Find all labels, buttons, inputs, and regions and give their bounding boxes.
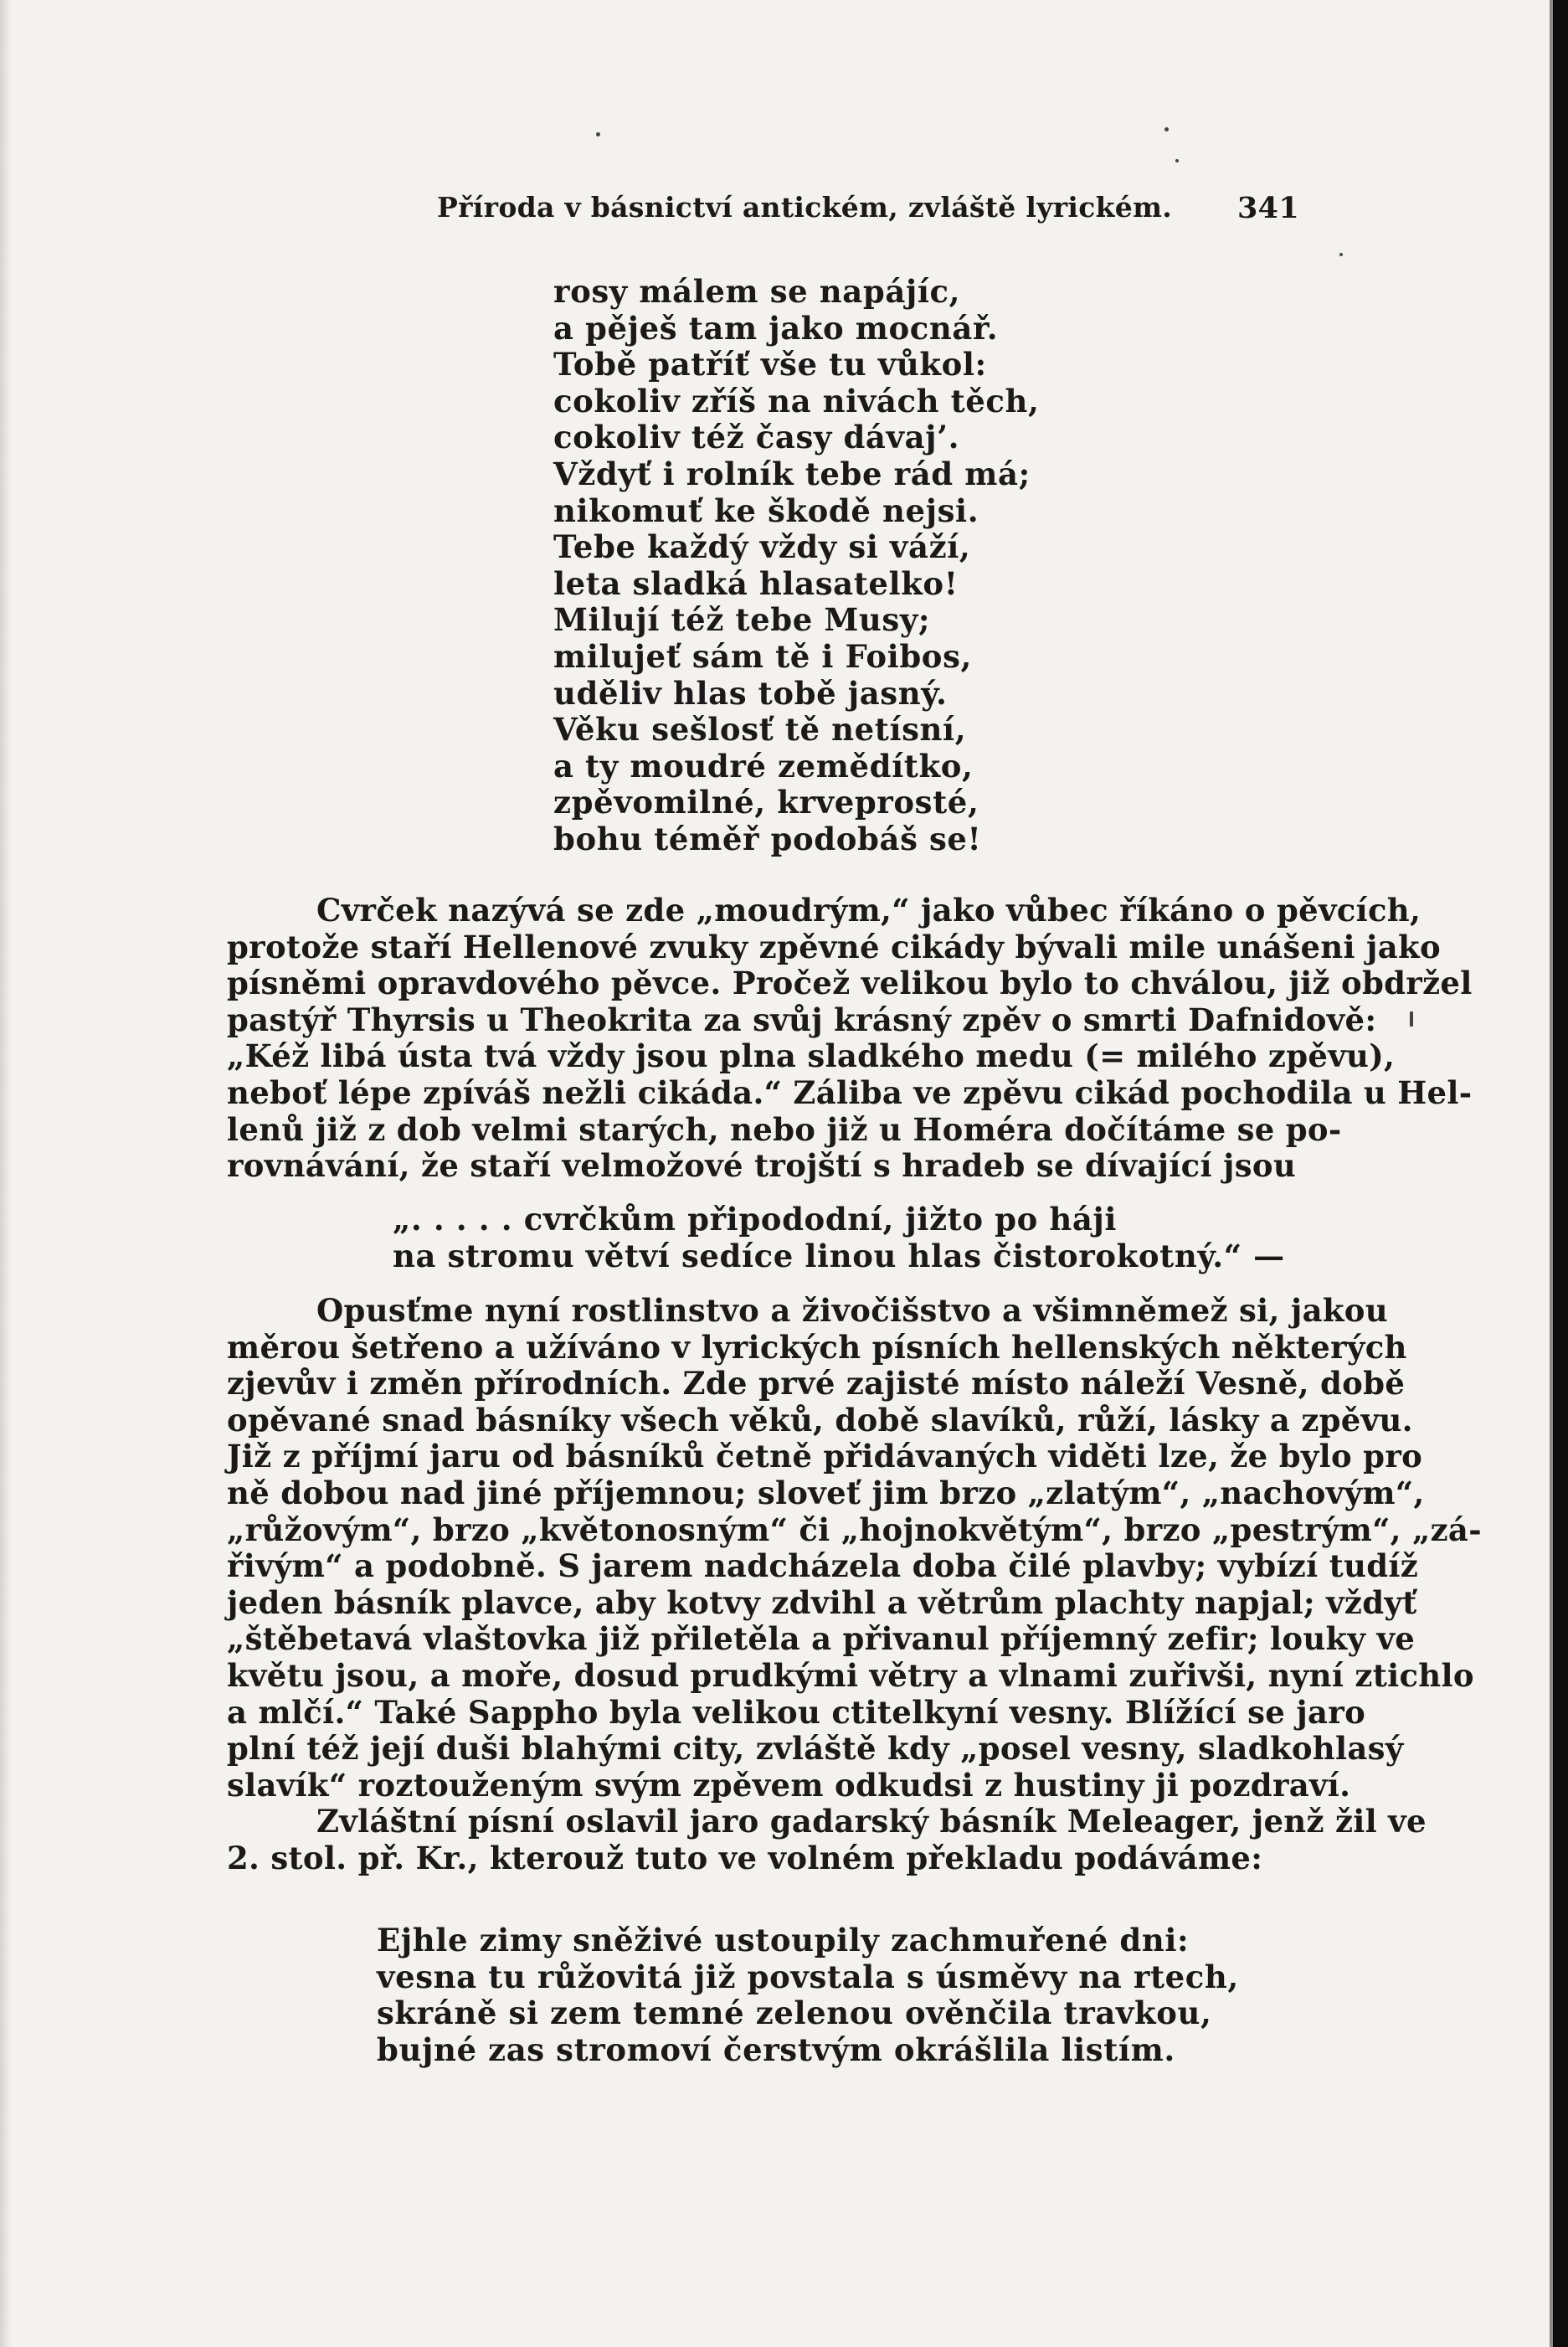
verse-line: a ty moudré zemědítko,	[553, 747, 974, 785]
verse-line: bujné zas stromoví čerstvým okrášlila listím.	[377, 2030, 1175, 2068]
verse-line: Tobě patříť vše tu vůkol:	[553, 346, 987, 383]
text-line: řivým“ a podobně. S jarem nadcházela doba čilé plavby; vybízí tudíž	[227, 1547, 1419, 1585]
text-line: neboť lépe zpíváš nežli cikáda.“ Záliba ve zpěvu cikád pochodila u Hel-	[227, 1073, 1473, 1111]
text-line: zjevův i změn přírodních. Zde prvé zajisté místo náleží Vesně, době	[227, 1365, 1406, 1403]
page-left-shadow	[0, 0, 12, 2347]
page-right-edge	[1553, 0, 1568, 2347]
text-line: „Kéž libá ústa tvá vždy jsou plna sladkého medu (= milého zpěvu),	[227, 1037, 1396, 1075]
page-number: 341	[1237, 191, 1299, 225]
text-line: ně dobou nad jiné příjemnou; sloveť jim brzo „zlatým“, „nachovým“,	[227, 1474, 1425, 1511]
text-line: Zvláštní písní oslavil jaro gadarský básník Meleager, jenž žil ve	[316, 1803, 1427, 1840]
print-speck	[596, 132, 600, 136]
text-line: plní též její duši blahými city, zvláště kdy „posel vesny, sladkohlasý	[227, 1730, 1404, 1768]
paragraph-spring	[227, 1292, 1482, 1877]
text-line: jeden básník plavce, aby kotvy zdvihl a větrům plachty napjal; vždyť	[227, 1583, 1417, 1621]
text-line: písněmi opravdového pěvce. Pročež velikou bylo to chválou, již obdržel	[227, 965, 1473, 1002]
print-speck	[1175, 159, 1179, 162]
verse-line: Vždyť i rolník tebe rád má;	[553, 455, 1031, 492]
verse-line: Tebe každý vždy si váží,	[553, 528, 971, 566]
verse-line: uděliv hlas tobě jasný.	[553, 674, 948, 712]
verse-line: Milují též tebe Musy;	[553, 601, 931, 639]
paragraph-cricket	[227, 892, 1473, 1185]
poem-meleager	[377, 1922, 1239, 2068]
verse-line: a pěješ tam jako mocnář.	[553, 309, 999, 347]
running-title: Příroda v básnictví antickém, zvláště lyrickém.	[437, 191, 1173, 224]
verse-line: cokoliv zříš na nivách těch,	[553, 382, 1040, 419]
text-line: a mlčí.“ Také Sappho byla velikou ctitelkyní vesny. Blížící se jaro	[227, 1693, 1366, 1731]
text-line: „růžovým“, brzo „květonosným“ či „hojnokvětým“, brzo „pestrým“, „zá-	[227, 1511, 1482, 1548]
verse-line: Ejhle zimy sněživé ustoupily zachmuřené dni:	[377, 1922, 1190, 1958]
print-speck	[1164, 127, 1169, 131]
print-speck	[1410, 1011, 1413, 1027]
text-line: „štěbetavá vlaštovka již přiletěla a přivanul příjemný zefir; louky ve	[227, 1620, 1416, 1658]
text-line: měrou šetřeno a užíváno v lyrických písních hellenských některých	[227, 1328, 1407, 1366]
text-line: rovnávání, že staří velmožové trojští s hradeb se dívající jsou	[227, 1147, 1297, 1185]
text-line: pastýř Thyrsis u Theokrita za svůj krásný zpěv o smrti Dafnidově:	[227, 1001, 1377, 1038]
text-line: protože staří Hellenové zvuky zpěvné cikády bývali mile unášeni jako	[227, 928, 1441, 965]
text-line: slavík“ roztouženým svým zpěvem odkudsi z hustiny ji pozdraví.	[227, 1766, 1351, 1804]
verse-line: leta sladká hlasatelko!	[553, 564, 959, 602]
verse-line: rosy málem se napájíc,	[553, 273, 961, 310]
text-line: opěvané snad básníky všech věků, době slavíků, růží, lásky a zpěvu.	[227, 1401, 1413, 1439]
text-line: Již z příjmí jaru od básníků četně přidávaných viděti lze, že bylo pro	[227, 1438, 1423, 1475]
quote-line: na stromu větví sedíce linou hlas čistorokotný.“ —	[393, 1237, 1285, 1274]
print-speck	[1339, 253, 1343, 256]
text-line: lenů již z dob velmi starých, nebo již u Homéra dočítáme se po-	[227, 1110, 1342, 1148]
verse-line: zpěvomilné, krveprosté,	[553, 784, 979, 821]
text-line: 2. stol. př. Kr., kterouž tuto ve volném překladu podáváme:	[227, 1839, 1263, 1876]
text-line: Opusťme nyní rostlinstvo a živočišstvo a všimněmež si, jakou	[316, 1292, 1388, 1329]
verse-line: skráně si zem temné zelenou ověnčila travkou,	[377, 1994, 1212, 2032]
verse-line: cokoliv též časy dávaj’.	[553, 419, 960, 456]
verse-line: milujeť sám tě i Foibos,	[553, 637, 972, 675]
poem-verse-1	[553, 274, 1040, 858]
quote-line: „. . . . . cvrčkům připododní, jižto po háji	[393, 1201, 1118, 1238]
verse-line: Věku sešlosť tě netísní,	[553, 711, 967, 749]
verse-line: bohu téměř podobáš se!	[553, 820, 982, 857]
text-line: Cvrček nazývá se zde „moudrým,“ jako vůbec říkáno o pěvcích,	[316, 892, 1421, 929]
homer-quote	[393, 1202, 1285, 1274]
text-line: květu jsou, a moře, dosud prudkými větry a vlnami zuřivši, nyní ztichlo	[227, 1656, 1474, 1694]
verse-line: vesna tu růžovitá již povstala s úsměvy na rtech,	[377, 1958, 1239, 1995]
verse-line: nikomuť ke škodě nejsi.	[553, 492, 979, 529]
